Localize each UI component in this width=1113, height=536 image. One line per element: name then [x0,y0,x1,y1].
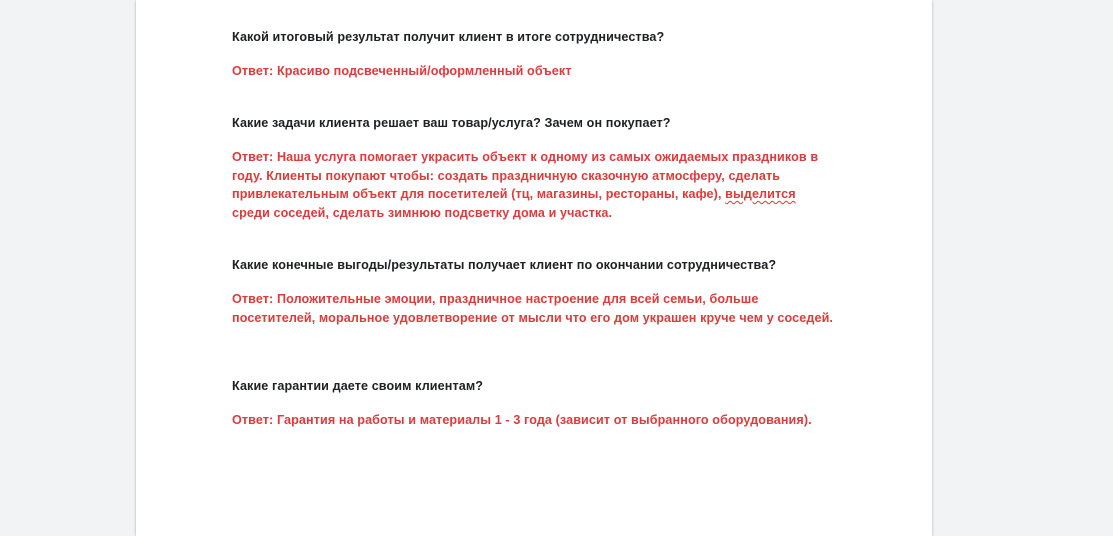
qa-block [232,28,852,81]
answer-line: Ответ: Наша услуга помогает украсить объект к одному из самых ожидаемых праздников в [232,150,819,164]
question-text[interactable]: Какие гарантии даете своим клиентам? [232,379,484,393]
qa-block [232,256,852,327]
answer-line [232,185,852,204]
question-text[interactable]: Какие задачи клиента решает ваш товар/услуга? Зачем он покупает? [232,116,671,130]
qa-block [232,114,852,222]
qa-block [232,377,852,430]
question-text[interactable]: Какой итоговый результат получит клиент в итоге сотрудничества? [232,30,665,44]
answer-line: Ответ: Положительные эмоции, праздничное настроение для всей семьи, больше [232,292,759,306]
answer-line: году. Клиенты покупают чтобы: создать праздничную сказочную атмосферу, сделать [232,168,781,183]
answer-paragraph[interactable] [232,290,852,327]
answer-line-text: привлекательным объект для посетителей (тц, магазины, рестораны, кафе), [232,187,726,201]
answer-text[interactable]: Ответ: Гарантия на работы и материалы 1 - 3 года (зависит от выбранного оборудования). [232,413,812,427]
document-page[interactable] [136,0,932,536]
question-text[interactable]: Какие конечные выгоды/результаты получает клиент по окончании сотрудничества? [232,258,777,272]
answer-paragraph[interactable] [232,148,852,222]
answer-line: среди соседей, сделать зимнюю подсветку дома и участка. [232,205,613,220]
misspelled-word[interactable]: выделится [725,187,796,201]
answer-line: посетителей, моральное удовлетворение от мысли что его дом украшен круче чем у соседей. [232,310,834,325]
answer-text[interactable]: Ответ: Красиво подсвеченный/оформленный объект [232,64,572,78]
